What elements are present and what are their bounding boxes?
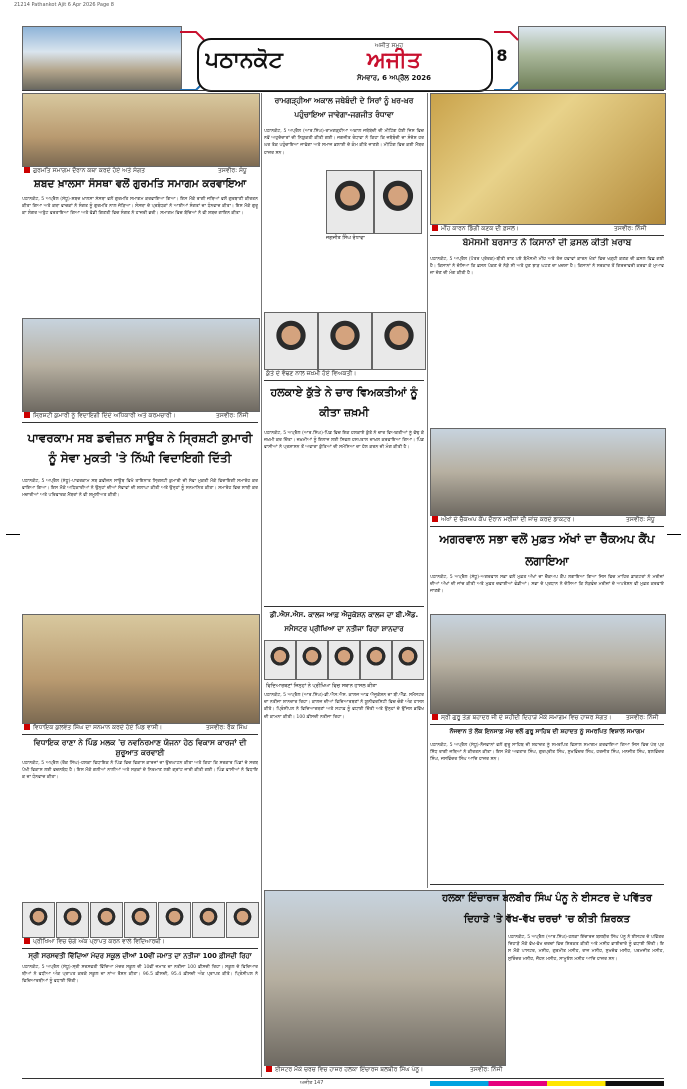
footer-color-bar xyxy=(430,1081,664,1086)
a11-body: ਪਠਾਨਕੋਟ, 5 ਅਪ੍ਰੈਲ (ਸੰਧੂ)-ਸ੍ਰੀ ਸਰਸਵਤੀ ਵਿੱਦਿਆ ਮੰਦਰ ਸਕੂਲ ਦੀ 10ਵੀਂ ਜਮਾਤ ਦਾ ਨਤੀਜਾ 100 ਫ਼ੀਸਦੀ ਰਿਹਾ। ਸਕੂਲ ਦੇ ਵਿਦਿਆਰਥੀਆਂ ਨੇ ਵਧੀਆ ਅੰਕ ਪ੍ਰਾਪਤ ਕਰਕੇ ਸਕੂਲ ਦਾ ਨਾਂਅ ਰੌਸ਼ਨ ਕੀਤਾ। 96.5 ਫ਼ੀਸਦੀ, 95.4 ਫ਼ੀਸਦੀ ਅੰਕ ਪ੍ਰਾਪਤ ਕੀਤੇ। ਪ੍ਰਿੰਸੀਪਲ ਨੇ ਵਿਦਿਆਰਥੀਆਂ ਨੂੰ ਵਧਾਈ ਦਿੱਤੀ। xyxy=(22,965,258,985)
a4-photo-caption: ਸ੍ਰਿਸ਼ਟੀ ਕੁਮਾਰੀ ਨੂੰ ਵਿਦਾਇਗੀ ਦਿੰਦੇ ਅਧਿਕਾਰੀ ਅਤੇ ਕਰਮਚਾਰੀ। xyxy=(24,412,214,420)
a3-photo-credit: ਤਸਵੀਰ: ਨਿੱਜੀ xyxy=(614,225,647,232)
a5-headline: ਹਲਕਾਏ ਕੁੱਤੇ ਨੇ ਚਾਰ ਵਿਅਕਤੀਆਂ ਨੂੰ ਕੀਤਾ ਜ਼ਖ਼ਮੀ xyxy=(270,386,418,419)
section-divider xyxy=(430,526,664,527)
file-info-strip xyxy=(0,0,687,10)
student-photo xyxy=(124,902,157,938)
a5-body: ਪਠਾਨਕੋਟ, 5 ਅਪ੍ਰੈਲ (ਆਰ.ਸਿੰਘ)-ਪਿੰਡ ਵਿਚ ਇਕ ਹਲਕਾਏ ਕੁੱਤੇ ਨੇ ਚਾਰ ਵਿਅਕਤੀਆਂ ਨੂੰ ਵੱਢ ਕੇ ਜ਼ਖ਼ਮੀ ਕਰ ਦਿੱਤਾ। ਜ਼ਖ਼ਮੀਆਂ ਨੂੰ ਇਲਾਜ ਲਈ ਸਿਵਲ ਹਸਪਤਾਲ ਦਾਖ਼ਲ ਕਰਵਾਇਆ ਗਿਆ। ਪਿੰਡ ਵਾਸੀਆਂ ਨੇ ਪ੍ਰਸ਼ਾਸਨ ਤੋਂ ਅਵਾਰਾ ਕੁੱਤਿਆਂ ਦੀ ਸਮੱਸਿਆ ਦਾ ਹੱਲ ਕਰਨ ਦੀ ਮੰਗ ਕੀਤੀ ਹੈ। xyxy=(264,431,424,451)
a9-photo-caption: ਸ੍ਰੀ ਗੁਰੂ ਤੇਗ਼ ਬਹਾਦਰ ਜੀ ਦੇ ਸ਼ਹੀਦੀ ਦਿਹਾੜੇ ਮੌਕੇ ਸਮਾਗਮ ਵਿਚ ਹਾਜ਼ਰ ਸੰਗਤ। xyxy=(432,714,622,722)
student-photo xyxy=(264,640,296,680)
a4-photo xyxy=(22,318,260,412)
a1-photo xyxy=(22,93,260,167)
masthead-city: ਪਠਾਨਕੋਟ xyxy=(205,48,283,73)
column-divider xyxy=(427,93,428,888)
a2-body: ਪਠਾਨਕੋਟ, 5 ਅਪ੍ਰੈਲ (ਆਰ.ਸਿੰਘ)-ਰਾਮਗੜ੍ਹੀਆ ਅਕਾਲ ਜਥੇਬੰਦੀ ਦੀ ਮੀਟਿੰਗ ਹੋਈ ਜਿਸ ਵਿਚ ਨਵੇਂ ਅਹੁਦੇਦਾਰਾਂ ਦੀ ਨਿਯੁਕਤੀ ਕੀਤੀ ਗਈ। ਜਗਜੀਤ ਰੰਧਾਵਾ ਨੇ ਕਿਹਾ ਕਿ ਜਥੇਬੰਦੀ ਦਾ ਸੰਦੇਸ਼ ਹਰ ਘਰ ਤੱਕ ਪਹੁੰਚਾਇਆ ਜਾਵੇਗਾ ਅਤੇ ਸਮਾਜ ਭਲਾਈ ਦੇ ਕੰਮ ਕੀਤੇ ਜਾਣਗੇ। ਮੀਟਿੰਗ ਵਿਚ ਕਈ ਮੈਂਬਰ ਹਾਜ਼ਰ ਸਨ। xyxy=(264,129,424,156)
a7-body: ਪਠਾਨਕੋਟ, 5 ਅਪ੍ਰੈਲ (ਰੌਕ ਸਿੰਘ)-ਹਲਕਾ ਵਿਧਾਇਕ ਨੇ ਪਿੰਡ ਵਿਚ ਵਿਕਾਸ ਕਾਰਜਾਂ ਦਾ ਉਦਘਾਟਨ ਕੀਤਾ ਅਤੇ ਕਿਹਾ ਕਿ ਸਰਕਾਰ ਪਿੰਡਾਂ ਦੇ ਸਰਬਪੱਖੀ ਵਿਕਾਸ ਲਈ ਵਚਨਬੱਧ ਹੈ। ਇਸ ਮੌਕੇ ਗਲੀਆਂ ਨਾਲੀਆਂ ਅਤੇ ਸੜਕਾਂ ਦੇ ਨਿਰਮਾਣ ਲਈ ਗ੍ਰਾਂਟ ਜਾਰੀ ਕੀਤੀ ਗਈ। ਪਿੰਡ ਵਾਸੀਆਂ ਨੇ ਵਿਧਾਇਕ ਦਾ ਧੰਨਵਾਦ ਕੀਤਾ। xyxy=(22,761,258,781)
a3-headline: ਬੇਮੌਸਮੀ ਬਰਸਾਤ ਨੇ ਕਿਸਾਨਾਂ ਦੀ ਫ਼ਸਲ ਕੀਤੀ ਖ਼ਰਾਬ xyxy=(462,238,632,248)
a1-headline: ਸ਼ਬਦ ਖ਼ਾਲਸਾ ਸੰਸਥਾ ਵਲੋਂ ਗੁਰਮਤਿ ਸਮਾਗਮ ਕਰਵਾਇਆ xyxy=(33,178,247,190)
a6-photo xyxy=(430,428,666,516)
a5-photo-3 xyxy=(372,312,426,370)
student-photo xyxy=(22,902,55,938)
a4-photo-credit: ਤਸਵੀਰ: ਨਿੱਜੀ xyxy=(216,412,249,419)
footer-edition: ਅਜੀਤ 147 xyxy=(300,1080,324,1086)
a1-photo-caption: ਗੁਰਮਤਿ ਸਮਾਗਮ ਦੌਰਾਨ ਕਥਾ ਕਰਦੇ ਹੋਏ ਅਤੇ ਸੰਗਤ xyxy=(24,167,214,175)
a8-body: ਪਠਾਨਕੋਟ, 5 ਅਪ੍ਰੈਲ (ਆਰ.ਸਿੰਘ)-ਡੀ.ਐਸ.ਐਸ. ਕਾਲਜ ਆਫ਼ ਐਜੂਕੇਸ਼ਨ ਦਾ ਬੀ.ਐੱਡ. ਸਮੈਸਟਰ ਦਾ ਨਤੀਜਾ ਸ਼ਾਨਦਾਰ ਰਿਹਾ। ਕਾਲਜ ਦੀਆਂ ਵਿਦਿਆਰਥਣਾਂ ਨੇ ਯੂਨੀਵਰਸਿਟੀ ਵਿਚ ਚੰਗੇ ਅੰਕ ਹਾਸਲ ਕੀਤੇ। ਪ੍ਰਿੰਸੀਪਲ ਨੇ ਵਿਦਿਆਰਥਣਾਂ ਅਤੇ ਸਟਾਫ਼ ਨੂੰ ਵਧਾਈ ਦਿੱਤੀ ਅਤੇ ਉਨ੍ਹਾਂ ਦੇ ਉੱਜਲ ਭਵਿੱਖ ਦੀ ਕਾਮਨਾ ਕੀਤੀ। 100 ਫ਼ੀਸਦੀ ਨਤੀਜਾ ਰਿਹਾ। xyxy=(264,693,424,720)
a3-body: ਪਠਾਨਕੋਟ, 5 ਅਪ੍ਰੈਲ (ਪੱਤਰ ਪ੍ਰੇਰਕ)-ਬੀਤੀ ਰਾਤ ਪਏ ਬੇਮੌਸਮੀ ਮੀਂਹ ਅਤੇ ਤੇਜ਼ ਹਵਾਵਾਂ ਕਾਰਨ ਖੇਤਾਂ ਵਿਚ ਖੜ੍ਹੀ ਕਣਕ ਦੀ ਫ਼ਸਲ ਵਿਛ ਗਈ ਹੈ। ਕਿਸਾਨਾਂ ਨੇ ਦੱਸਿਆ ਕਿ ਫ਼ਸਲ ਪੱਕਣ ਦੇ ਨੇੜੇ ਸੀ ਅਤੇ ਹੁਣ ਝਾੜ ਘਟਣ ਦਾ ਖ਼ਦਸ਼ਾ ਹੈ। ਕਿਸਾਨਾਂ ਨੇ ਸਰਕਾਰ ਤੋਂ ਗਿਰਦਾਵਰੀ ਕਰਵਾ ਕੇ ਮੁਆਵਜ਼ਾ ਦੇਣ ਦੀ ਮੰਗ ਕੀਤੀ ਹੈ। xyxy=(430,257,664,277)
page-number: 8 xyxy=(496,46,508,65)
footer-divider xyxy=(22,1078,664,1079)
a10-body: ਪਠਾਨਕੋਟ, 5 ਅਪ੍ਰੈਲ (ਆਰ.ਸਿੰਘ)-ਹਲਕਾ ਇੰਚਾਰਜ ਬਲਬੀਰ ਸਿੰਘ ਪੰਨੂ ਨੇ ਈਸਟਰ ਦੇ ਪਵਿੱਤਰ ਦਿਹਾੜੇ ਮੌਕੇ ਵੱਖ-ਵੱਖ ਚਰਚਾਂ ਵਿਚ ਸ਼ਿਰਕਤ ਕੀਤੀ ਅਤੇ ਮਸੀਹ ਭਾਈਚਾਰੇ ਨੂੰ ਵਧਾਈ ਦਿੱਤੀ। ਇਸ ਮੌਕੇ ਪਾਸਟਰ, ਮਸੀਹ, ਗੁਰਮੀਤ ਮਸੀਹ, ਰਾਜ ਮਸੀਹ, ਸੁਖਦੇਵ ਮਸੀਹ, ਪਰਮਜੀਤ ਮਸੀਹ, ਸੁਰਿੰਦਰ ਮਸੀਹ, ਜੌਹਨ ਮਸੀਹ, ਸਾਮੂਏਲ ਮਸੀਹ ਆਦਿ ਹਾਜ਼ਰ ਸਨ। xyxy=(508,935,664,962)
section-divider xyxy=(430,724,664,725)
column-divider xyxy=(261,93,262,1077)
section-divider xyxy=(430,235,664,236)
a7-headline: ਵਿਧਾਇਕ ਰਾਣਾ ਨੇ ਪਿੰਡ ਮਲਕ 'ਚ ਨਵਨਿਰਮਾਣ ਯੋਜਨਾ ਹੇਠ ਵਿਕਾਸ ਕਾਰਜਾਂ ਦੀ ਸ਼ੁਰੂਆਤ ਕਰਵਾਈ xyxy=(33,738,247,757)
a10-photo-credit: ਤਸਵੀਰ: ਨਿੱਜੀ xyxy=(470,1066,503,1073)
a8-headline: ਡੀ.ਐਸ.ਐਸ. ਕਾਲਜ ਆਫ਼ ਐਜੂਕੇਸ਼ਨ ਕਾਲਜ ਦਾ ਬੀ.ਐੱਡ. ਸਮੈਸਟਰ ਪ੍ਰੀਖਿਆ ਦਾ ਨਤੀਜਾ ਰਿਹਾ ਸ਼ਾਨਦਾਰ xyxy=(269,611,419,633)
student-photo xyxy=(392,640,424,680)
a2-photo-caption: ਜਗਜੀਤ ਸਿੰਘ ਰੰਧਾਵਾ xyxy=(326,235,365,241)
a7-photo-credit: ਤਸਵੀਰ: ਰੌਕ ਸਿੰਘ xyxy=(206,724,248,731)
a1-body: ਪਠਾਨਕੋਟ, 5 ਅਪ੍ਰੈਲ (ਸੰਧੂ)-ਸ਼ਬਦ ਖ਼ਾਲਸਾ ਸੰਸਥਾ ਵਲੋਂ ਗੁਰਮਤਿ ਸਮਾਗਮ ਕਰਵਾਇਆ ਗਿਆ। ਇਸ ਮੌਕੇ ਰਾਗੀ ਜਥਿਆਂ ਵਲੋਂ ਗੁਰਬਾਣੀ ਕੀਰਤਨ ਕੀਤਾ ਗਿਆ ਅਤੇ ਕਥਾ ਵਾਚਕਾਂ ਨੇ ਸੰਗਤ ਨੂੰ ਗੁਰਮਤਿ ਨਾਲ ਜੋੜਿਆ। ਸੰਸਥਾ ਦੇ ਪ੍ਰਬੰਧਕਾਂ ਨੇ ਆਈਆਂ ਸੰਗਤਾਂ ਦਾ ਧੰਨਵਾਦ ਕੀਤਾ। ਇਸ ਮੌਕੇ ਗੁਰੂ ਕਾ ਲੰਗਰ ਅਤੁੱਟ ਵਰਤਾਇਆ ਗਿਆ ਅਤੇ ਵੱਡੀ ਗਿਣਤੀ ਵਿਚ ਸੰਗਤ ਨੇ ਹਾਜ਼ਰੀ ਭਰੀ। ਸਮਾਗਮ ਵਿਚ ਬੱਚਿਆਂ ਨੇ ਵੀ ਸ਼ਬਦ ਗਾਇਨ ਕੀਤਾ। xyxy=(22,197,258,217)
a5-photo-2 xyxy=(318,312,372,370)
registration-mark xyxy=(6,534,20,549)
a5-photo-1 xyxy=(264,312,318,370)
a2-headline: ਰਾਮਗੜ੍ਹੀਆ ਅਕਾਲ ਜਥੇਬੰਦੀ ਦੇ ਸਿਰਾਂ ਨੂੰ ਖ਼ਰ-ਖ਼ਰ ਪਹੁੰਚਾਇਆ ਜਾਵੇਗਾ-ਜਗਜੀਤ ਰੰਧਾਵਾ xyxy=(274,96,414,119)
student-photo xyxy=(192,902,225,938)
section-divider xyxy=(430,884,664,885)
masthead-date: ਸੋਮਵਾਰ, 6 ਅਪ੍ਰੈਲ 2026 xyxy=(357,74,431,82)
masthead-tagline: ਅਜੀਤ ਸਮੂਹ xyxy=(374,42,404,49)
student-photo xyxy=(296,640,328,680)
a6-photo-caption: ਅੱਖਾਂ ਦੇ ਚੈੱਕਅਪ ਕੈਂਪ ਦੌਰਾਨ ਮਰੀਜ਼ਾਂ ਦੀ ਜਾਂਚ ਕਰਦੇ ਡਾਕਟਰ। xyxy=(432,516,622,524)
section-divider xyxy=(264,606,424,607)
section-divider xyxy=(22,948,258,949)
a10-headline: ਹਲਕਾ ਇੰਚਾਰਜ ਬਲਬੀਰ ਸਿੰਘ ਪੰਨੂ ਨੇ ਈਸਟਰ ਦੇ ਪਵਿੱਤਰ ਦਿਹਾੜੇ 'ਤੇ ਵੱਖ-ਵੱਖ ਚਰਚਾਂ 'ਚ ਕੀਤੀ ਸ਼ਿਰਕਤ xyxy=(442,893,652,925)
a5-photo-caption: ਕੁੱਤੇ ਦੇ ਵੱਢਣ ਨਾਲ ਜ਼ਖ਼ਮੀ ਹੋਏ ਵਿਅਕਤੀ। xyxy=(266,370,357,377)
a8-photo-caption: ਵਿਦਿਆਰਥਣਾਂ ਜਿਨ੍ਹਾਂ ਨੇ ਪ੍ਰੀਖਿਆ ਵਿਚ ਸਥਾਨ ਹਾਸਲ ਕੀਤਾ xyxy=(266,683,377,689)
masthead-paper-name: ਅਜੀਤ xyxy=(367,48,421,73)
a1-photo-credit: ਤਸਵੀਰ: ਸੰਧੂ xyxy=(218,167,247,174)
section-divider xyxy=(22,734,258,735)
student-photo xyxy=(158,902,191,938)
student-photo xyxy=(90,902,123,938)
a9-photo xyxy=(430,614,666,714)
masthead xyxy=(197,38,493,92)
a6-headline: ਅਗਰਵਾਲ ਸਭਾ ਵਲੋਂ ਮੁਫ਼ਤ ਅੱਖਾਂ ਦਾ ਚੈੱਕਅਪ ਕੈਂਪ ਲਗਾਇਆ xyxy=(439,532,655,568)
student-photo xyxy=(328,640,360,680)
a10-photo-caption: ਈਸਟਰ ਮੌਕੇ ਚਰਚ ਵਿਚ ਹਾਜ਼ਰ ਹਲਕਾ ਇੰਚਾਰਜ ਬਲਬੀਰ ਸਿੰਘ ਪੰਨੂ। xyxy=(266,1066,466,1074)
a9-photo-credit: ਤਸਵੀਰ: ਨਿੱਜੀ xyxy=(626,714,659,721)
a8-photo-strip xyxy=(264,640,424,680)
student-photo xyxy=(56,902,89,938)
a3-photo xyxy=(430,93,666,225)
a6-photo-credit: ਤਸਵੀਰ: ਸੰਧੂ xyxy=(626,516,655,523)
student-photo xyxy=(360,640,392,680)
a2-photo-right xyxy=(374,170,422,234)
a11-headline: ਸ੍ਰੀ ਸਰਸਵਤੀ ਵਿੱਦਿਆ ਮੰਦਰ ਸਕੂਲ ਦੀਆਂ 10ਵੀਂ ਜਮਾਤ ਦਾ ਨਤੀਜਾ 100 ਫ਼ੀਸਦੀ ਰਿਹਾ xyxy=(28,952,252,960)
a6-body: ਪਠਾਨਕੋਟ, 5 ਅਪ੍ਰੈਲ (ਸੰਧੂ)-ਅਗਰਵਾਲ ਸਭਾ ਵਲੋਂ ਮੁਫ਼ਤ ਅੱਖਾਂ ਦਾ ਚੈੱਕਅਪ ਕੈਂਪ ਲਗਾਇਆ ਗਿਆ ਜਿਸ ਵਿਚ ਮਾਹਿਰ ਡਾਕਟਰਾਂ ਨੇ ਮਰੀਜ਼ਾਂ ਦੀਆਂ ਅੱਖਾਂ ਦੀ ਜਾਂਚ ਕੀਤੀ ਅਤੇ ਮੁਫ਼ਤ ਦਵਾਈਆਂ ਵੰਡੀਆਂ। ਸਭਾ ਦੇ ਪ੍ਰਧਾਨ ਨੇ ਦੱਸਿਆ ਕਿ ਲੋੜਵੰਦ ਮਰੀਜ਼ਾਂ ਦੇ ਅਪਰੇਸ਼ਨ ਵੀ ਮੁਫ਼ਤ ਕਰਵਾਏ ਜਾਣਗੇ। xyxy=(430,575,664,595)
section-divider xyxy=(264,380,424,381)
a2-photo-left xyxy=(326,170,374,234)
section-divider xyxy=(22,422,258,423)
a9-body: ਪਠਾਨਕੋਟ, 5 ਅਪ੍ਰੈਲ (ਸੰਧੂ)-ਨੌਜਵਾਨਾਂ ਵਲੋਂ ਗੁਰੂ ਸਾਹਿਬ ਦੀ ਸ਼ਹਾਦਤ ਨੂੰ ਸਮਰਪਿਤ ਵਿਸ਼ਾਲ ਸਮਾਗਮ ਕਰਵਾਇਆ ਗਿਆ ਜਿਸ ਵਿਚ ਪੰਥ ਪ੍ਰਸਿੱਧ ਰਾਗੀ ਜਥਿਆਂ ਨੇ ਕੀਰਤਨ ਕੀਤਾ। ਇਸ ਮੌਕੇ ਅਵਤਾਰ ਸਿੰਘ, ਗੁਰਪ੍ਰੀਤ ਸਿੰਘ, ਸੁਖਵਿੰਦਰ ਸਿੰਘ, ਹਰਜੀਤ ਸਿੰਘ, ਮਨਜੀਤ ਸਿੰਘ, ਬਲਵਿੰਦਰ ਸਿੰਘ, ਜਸਵਿੰਦਰ ਸਿੰਘ ਆਦਿ ਹਾਜ਼ਰ ਸਨ। xyxy=(430,743,664,763)
masthead-left-photo xyxy=(22,26,182,90)
a7-photo xyxy=(22,614,260,724)
student-photo xyxy=(226,902,259,938)
masthead-right-photo xyxy=(518,26,666,90)
a9-headline: ਨੌਜਵਾਨ ਤੇ ਲੋਕ ਇਨਸਾਫ਼ ਮੰਚ ਵਲੋਂ ਗੁਰੂ ਸਾਹਿਬ ਦੀ ਸ਼ਹਾਦਤ ਨੂੰ ਸਮਰਪਿਤ ਵਿਸ਼ਾਲ ਸਮਾਗਮ xyxy=(449,728,645,735)
a3-photo-caption: ਮੀਂਹ ਕਾਰਨ ਡਿੱਗੀ ਕਣਕ ਦੀ ਫ਼ਸਲ। xyxy=(432,225,612,233)
a11-photo-strip xyxy=(22,902,258,936)
a7-photo-caption: ਵਿਧਾਇਕ ਕੁਲਵੰਤ ਸਿੰਘ ਦਾ ਸਨਮਾਨ ਕਰਦੇ ਹੋਏ ਪਿੰਡ ਵਾਸੀ। xyxy=(24,724,204,732)
file-info: 21214 Pathankot Ajit 6 Apr 2026 Page 8 xyxy=(14,2,114,8)
a4-headline: ਪਾਵਰਕਾਮ ਸਬ ਡਵੀਜ਼ਨ ਸਾਊਥ ਨੇ ਸ੍ਰਿਸ਼ਟੀ ਕੁਮਾਰੀ ਨੂੰ ਸੇਵਾ ਮੁਕਤੀ 'ਤੇ ਨਿੱਘੀ ਵਿਦਾਇਗੀ ਦਿੱਤੀ xyxy=(27,431,253,465)
a11-photo-caption: ਪ੍ਰੀਖਿਆ ਵਿਚ ਚੰਗੇ ਅੰਕ ਪ੍ਰਾਪਤ ਕਰਨ ਵਾਲੇ ਵਿਦਿਆਰਥੀ। xyxy=(24,938,254,946)
a4-body: ਪਠਾਨਕੋਟ, 5 ਅਪ੍ਰੈਲ (ਸੰਧੂ)-ਪਾਵਰਕਾਮ ਸਬ ਡਵੀਜ਼ਨ ਸਾਊਥ ਵਿਖੇ ਤਾਇਨਾਤ ਸ੍ਰਿਸ਼ਟੀ ਕੁਮਾਰੀ ਦੀ ਸੇਵਾ ਮੁਕਤੀ ਮੌਕੇ ਵਿਦਾਇਗੀ ਸਮਾਰੋਹ ਕਰਵਾਇਆ ਗਿਆ। ਇਸ ਮੌਕੇ ਅਧਿਕਾਰੀਆਂ ਨੇ ਉਨ੍ਹਾਂ ਦੀਆਂ ਸੇਵਾਵਾਂ ਦੀ ਸ਼ਲਾਘਾ ਕੀਤੀ ਅਤੇ ਉਨ੍ਹਾਂ ਨੂੰ ਸਨਮਾਨਿਤ ਕੀਤਾ। ਸਮਾਰੋਹ ਵਿਚ ਸਾਥੀ ਕਰਮਚਾਰੀਆਂ ਅਤੇ ਪਰਿਵਾਰਕ ਮੈਂਬਰਾਂ ਨੇ ਵੀ ਸ਼ਮੂਲੀਅਤ ਕੀਤੀ। xyxy=(22,479,258,499)
masthead-divider xyxy=(22,90,664,91)
registration-mark xyxy=(667,534,681,549)
